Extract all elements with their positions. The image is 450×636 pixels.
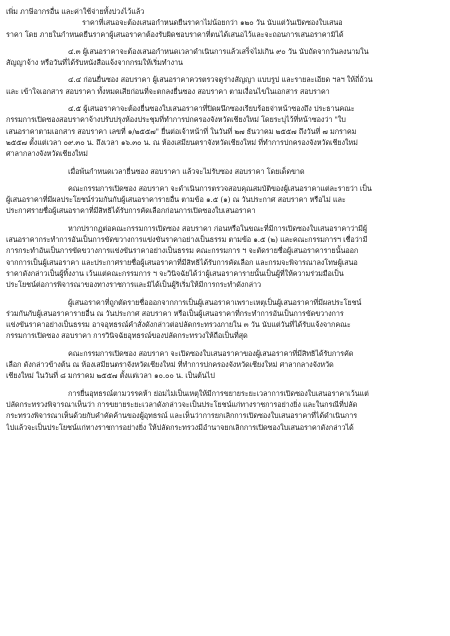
text-line: ไปแล้วจะเป็นประโยชน์แก่ทางราชการอย่างยิ่ง ให้ปลัดกระทรวงมีอำนาจยกเลิกการเปิดซองใบเสนอราคาดังกล่าวได้ [6,422,354,432]
text-line: กรรมการเปิดซองสอบราคาจ้างปรับปรุงห้องประชุมที่ทำการปกครองจังหวัดเชียงใหม่ โดยระบุไว้ที่หน้าซองว่า "ใบ [6,115,346,125]
text-line: ปลัดกระทรวงพิจารณาเห็นว่า การขยายระยะเวลาดังกล่าวจะเป็นประโยชน์แก่ทางราชการอย่างยิ่ง และในกรณีที่ปลัด [6,399,358,409]
text-line: แข่งขันราคาอย่างเป็นธรรม อาจอุทธรณ์คำสั่งดังกล่าวต่อปลัดกระทรวงภายใน ๓ วัน นับแต่วันที่ได้รับแจ้งจากคณะ [6,320,351,330]
text-line: ราคา โดย ภายในกำหนดยืนราคาผู้เสนอราคาต้องรับผิดชอบราคาที่ตนได้เสนอไว้และจะถอนการเสนอราคามิได้ [6,29,344,39]
text-line: เพิ่ม ภาษีอากรอื่น และค่าใช้จ่ายทั้งปวงไว้แล้ว [6,7,145,16]
text-line: ผู้เสนอราคาที่ถูกตัดรายชื่อออกจากการเป็นผู้เสนอราคาเพราะเหตุเป็นผู้เสนอราคาที่มีผลประโยชน์ [68,297,362,307]
text-line: ประโยชน์ต่อการพิจารณาของทางราชการและมิได้เป็นผู้ริเริ่มให้มีการกระทำดังกล่าว [6,280,261,290]
text-line: เมื่อพ้นกำหนดเวลายื่นซอง สอบราคา แล้วจะไม่รับซอง สอบราคา โดยเด็ดขาด [68,166,305,176]
text-line: การยื่นอุทธรณ์ตามวรรคห้า ย่อมไม่เป็นเหตุให้มีการขยายระยะเวลาการเปิดซองใบเสนอราคาเว้นแต่ [68,388,369,398]
text-line: เสนอราคาตามเอกสาร สอบราคา เลขที่ ๑/๒๕๕๗" ยื่นต่อเจ้าหน้าที่ ในวันที่ ๒๗ ธันวาคม ๒๕๕๗ ถึงวันที่ ๗ มกราคม [6,126,357,136]
text-line: ๒๕๕๗ ตั้งแต่เวลา ๐๙.๓๐ น. ถึงเวลา ๑๖.๓๐ น. ณ ห้องเสมียนตราจังหวัดเชียงใหม่ ที่ทำการปกครองจังหวัดเชียงใหม่ [6,137,358,147]
text-line: ประกาศรายชื่อผู้เสนอราคาที่มีสิทธิได้รับการคัดเลือกก่อนการเปิดซองใบเสนอราคา [6,206,256,216]
text-line: คณะกรรมการเปิดซอง สอบราคา จะเปิดซองใบเสนอราคาของผู้เสนอราคาที่มีสิทธิได้รับการคัด [68,348,354,358]
text-line: ราคาที่เสนอจะต้องเสนอกำหนดยืนราคาไม่น้อยกว่า ๑๒๐ วัน นับแต่วันเปิดซองใบเสนอ [82,18,343,28]
text-line: ๔.๔ ก่อนยื่นซอง สอบราคา ผู้เสนอราคาควรตรวจดูร่างสัญญา แบบรูป และรายละเอียด ฯลฯ ให้ถี่ถ้วน [68,75,373,85]
text-line: ร่วมกันกับผู้เสนอราคารายอื่น ณ วันประกาศ สอบราคา หรือเป็นผู้เสนอราคาที่กระทำการอันเป็นการขัดขวางการ [6,308,344,318]
text-line: หากปรากฏต่อคณะกรรมการเปิดซอง สอบราคา ก่อนหรือในขณะที่มีการเปิดซองใบเสนอราคาว่ามีผู้ [68,223,367,233]
text-line: การกระทำอันเป็นการขัดขวางการแข่งขันราคาอย่างเป็นธรรม คณะกรรมการ ฯ จะตัดรายชื่อผู้เสนอราคารายนั้นออก [6,246,359,256]
text-line: เลือก ดังกล่าวข้างต้น ณ ห้องเสมียนตราจังหวัดเชียงใหม่ ที่ทำการปกครองจังหวัดเชียงใหม่ ศาลากลางจังหวัด [6,360,334,370]
text-line: ราคาดังกล่าวเป็นผู้ทิ้งงาน เว้นแต่คณะกรรมการ ฯ จะวินิจฉัยได้ว่าผู้เสนอราคารายนั้นเป็นผู้ที่ให้ความร่วมมือเป็น [6,268,344,278]
text-line: จากการเป็นผู้เสนอราคา และประกาศรายชื่อผู้เสนอราคาที่มีสิทธิได้รับการคัดเลือก และกรมจะพิจารณาลงโทษผู้เสนอ [6,257,358,267]
text-line: เชียงใหม่ ในวันที่ ๘ มกราคม ๒๕๕๗ ตั้งแต่เวลา ๑๐.๐๐ น. เป็นต้นไป [6,371,215,381]
text-line: สัญญาจ้าง หรือวันที่ได้รับหนังสือแจ้งจากกรมให้เริ่มทำงาน [6,58,183,68]
text-line: และ เข้าใจเอกสาร สอบราคา ทั้งหมดเสียก่อนที่จะตกลงยื่นซอง สอบราคา ตามเงื่อนไขในเอกสาร สอบราคา [6,86,330,96]
text-line: คณะกรรมการเปิดซอง สอบราคา จะดำเนินการตรวจสอบคุณสมบัติของผู้เสนอราคาแต่ละรายว่า เป็น [68,183,372,193]
text-line: ศาลากลางจังหวัดเชียงใหม่ [6,149,88,159]
text-line: เสนอราคากระทำการอันเป็นการขัดขวางการแข่งขันราคาอย่างเป็นธรรม ตามข้อ ๑.๕ (๒) และคณะกรรมการฯ เชื่อว่ามี [6,235,368,245]
text-line: ผู้เสนอราคาที่มีผลประโยชน์ร่วมกันกับผู้เสนอราคารายอื่น ตามข้อ ๑.๕ (๑) ณ วันประกาศ สอบราคา หรือไม่ และ [6,195,346,205]
text-line: กรรมการเปิดซอง สอบราคา การวินิจฉัยอุทธรณ์ของปลัดกระทรวงให้ถือเป็นที่สุด [6,331,248,341]
text-line: ๔.๕ ผู้เสนอราคาจะต้องยื่นซองใบเสนอราคาที่ปิดผนึกซองเรียบร้อยจ่าหน้าซองถึง ประธานคณะ [68,104,355,114]
text-line: ๔.๓ ผู้เสนอราคาจะต้องเสนอกำหนดเวลาดำเนินการแล้วเสร็จไม่เกิน ๙๐ วัน นับถัดจากวันลงนามใน [68,46,369,56]
text-line: กระทรวงพิจารณาเห็นด้วยกับคำคัดค้านของผู้อุทธรณ์ และเห็นว่าการยกเลิกการเปิดซองใบเสนอราคาที่ได้ดำเนินการ [6,411,358,421]
